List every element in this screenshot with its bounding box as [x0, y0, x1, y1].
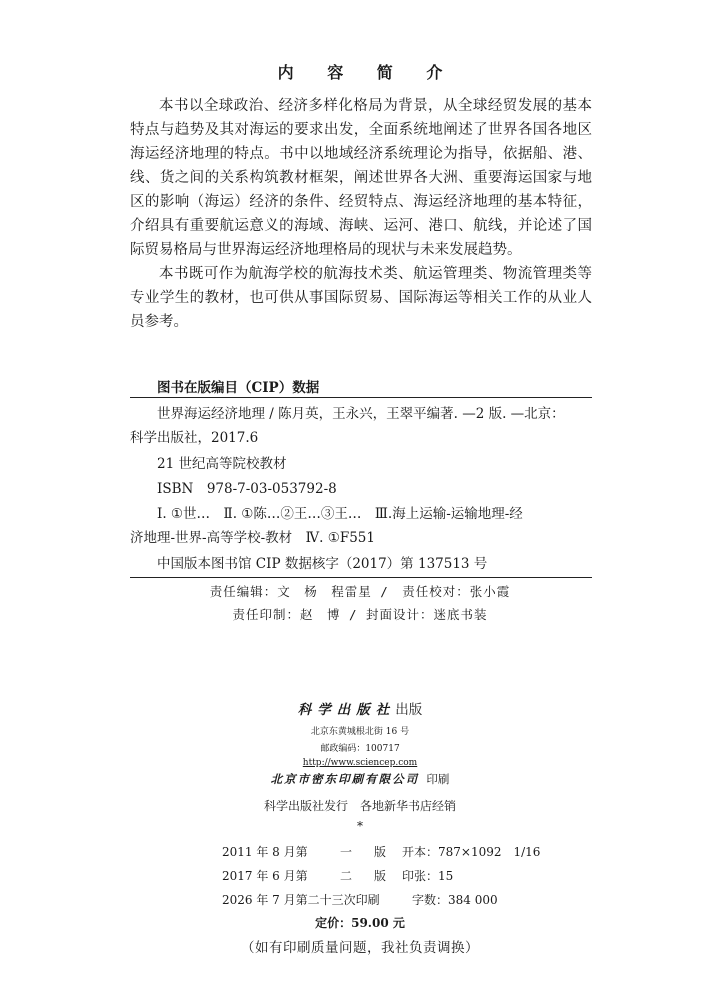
edition-kind: 版	[374, 869, 387, 883]
publisher-line	[0, 698, 720, 718]
publisher-postcode: 邮政编码：100717	[320, 744, 400, 754]
edition-number: 二	[340, 869, 353, 883]
editor-credits-line-2: 责任印制：赵 博 / 封面设计：迷底书装	[232, 607, 488, 622]
cip-classification-line-1: Ⅰ. ①世… Ⅱ. ①陈…②王…③王… Ⅲ.海上运输-运输地理-经	[157, 506, 523, 522]
edition-kind: 版	[374, 845, 387, 859]
edition-number: 一	[340, 845, 353, 859]
edition-date: 2026 年 7 月第二十三次印刷	[222, 893, 380, 907]
intro-section	[130, 94, 592, 334]
edition-info: 印张：15	[402, 869, 454, 883]
edition-info: 开本：787×1092 1/16	[402, 845, 541, 859]
cip-publisher-line: 科学出版社，2017.6	[130, 430, 259, 446]
printer-name: 北京市密东印刷有限公司	[270, 772, 420, 786]
cip-record	[130, 397, 592, 578]
cip-series-line: 21 世纪高等院校教材	[157, 456, 287, 472]
edition-row	[222, 890, 540, 914]
cip-classification-line-2: 济地理-世界-高等学校-教材 Ⅳ. ①F551	[130, 530, 375, 546]
editor-credits-line-1: 责任编辑：文 杨 程雷星 / 责任校对：张小霞	[209, 584, 511, 599]
cip-number-line: 中国版本图书馆 CIP 数据核字（2017）第 137513 号	[157, 556, 488, 572]
cip-title-line: 世界海运经济地理 / 陈月英，王永兴，王翠平编著. —2 版. —北京：	[157, 406, 565, 422]
publisher-url: http://www.sciencep.com	[302, 758, 418, 768]
price-label: 定价：59.00 元	[315, 916, 405, 930]
page-title: 内 容 简 介	[277, 63, 457, 82]
publisher-address: 北京东黄城根北街 16 号	[310, 727, 410, 737]
cip-heading: 图书在版编目（CIP）数据	[157, 380, 320, 396]
edition-info: 字数：384 000	[412, 893, 498, 907]
separator-star: *	[357, 819, 363, 833]
edition-row	[222, 842, 540, 866]
printer-suffix: 印刷	[426, 772, 450, 786]
intro-paragraph-1: 本书以全球政治、经济多样化格局为背景，从全球经贸发展的基本特点与趋势及其对海运的要求出发，全面系统地阐述了世界各国各地区海运经济地理的特点。书中以地域经济系统理论为指导，依据船、港、线、货之间的关系构筑教材框架，阐述世界各大洲、重要海运国家与地区的影响（海运）经济的条件、经贸特点、海运经济地理的基本特征，介绍具有重要航运意义的海域、海峡、运河、港口、航线，并论述了国际贸易格局与世界海运经济地理格局的现状与未来发展趋势。	[130, 98, 592, 258]
quality-notice: （如有印刷质量问题，我社负责调换）	[241, 940, 479, 956]
edition-date: 2011 年 8 月第	[222, 845, 308, 859]
distribution-line: 科学出版社发行 各地新华书店经销	[263, 799, 456, 813]
publisher-logo-text: 科学出版社	[297, 702, 396, 718]
edition-row	[222, 866, 540, 890]
printer-line	[0, 771, 720, 787]
edition-date: 2017 年 6 月第	[222, 869, 308, 883]
publisher-suffix: 出版	[395, 702, 423, 718]
cip-isbn-line: ISBN 978-7-03-053792-8	[157, 481, 337, 497]
edition-table	[222, 842, 540, 914]
intro-paragraph-2: 本书既可作为航海学校的航海技术类、航运管理类、物流管理类等专业学生的教材，也可供从事国际贸易、国际海运等相关工作的从业人员参考。	[130, 266, 592, 330]
